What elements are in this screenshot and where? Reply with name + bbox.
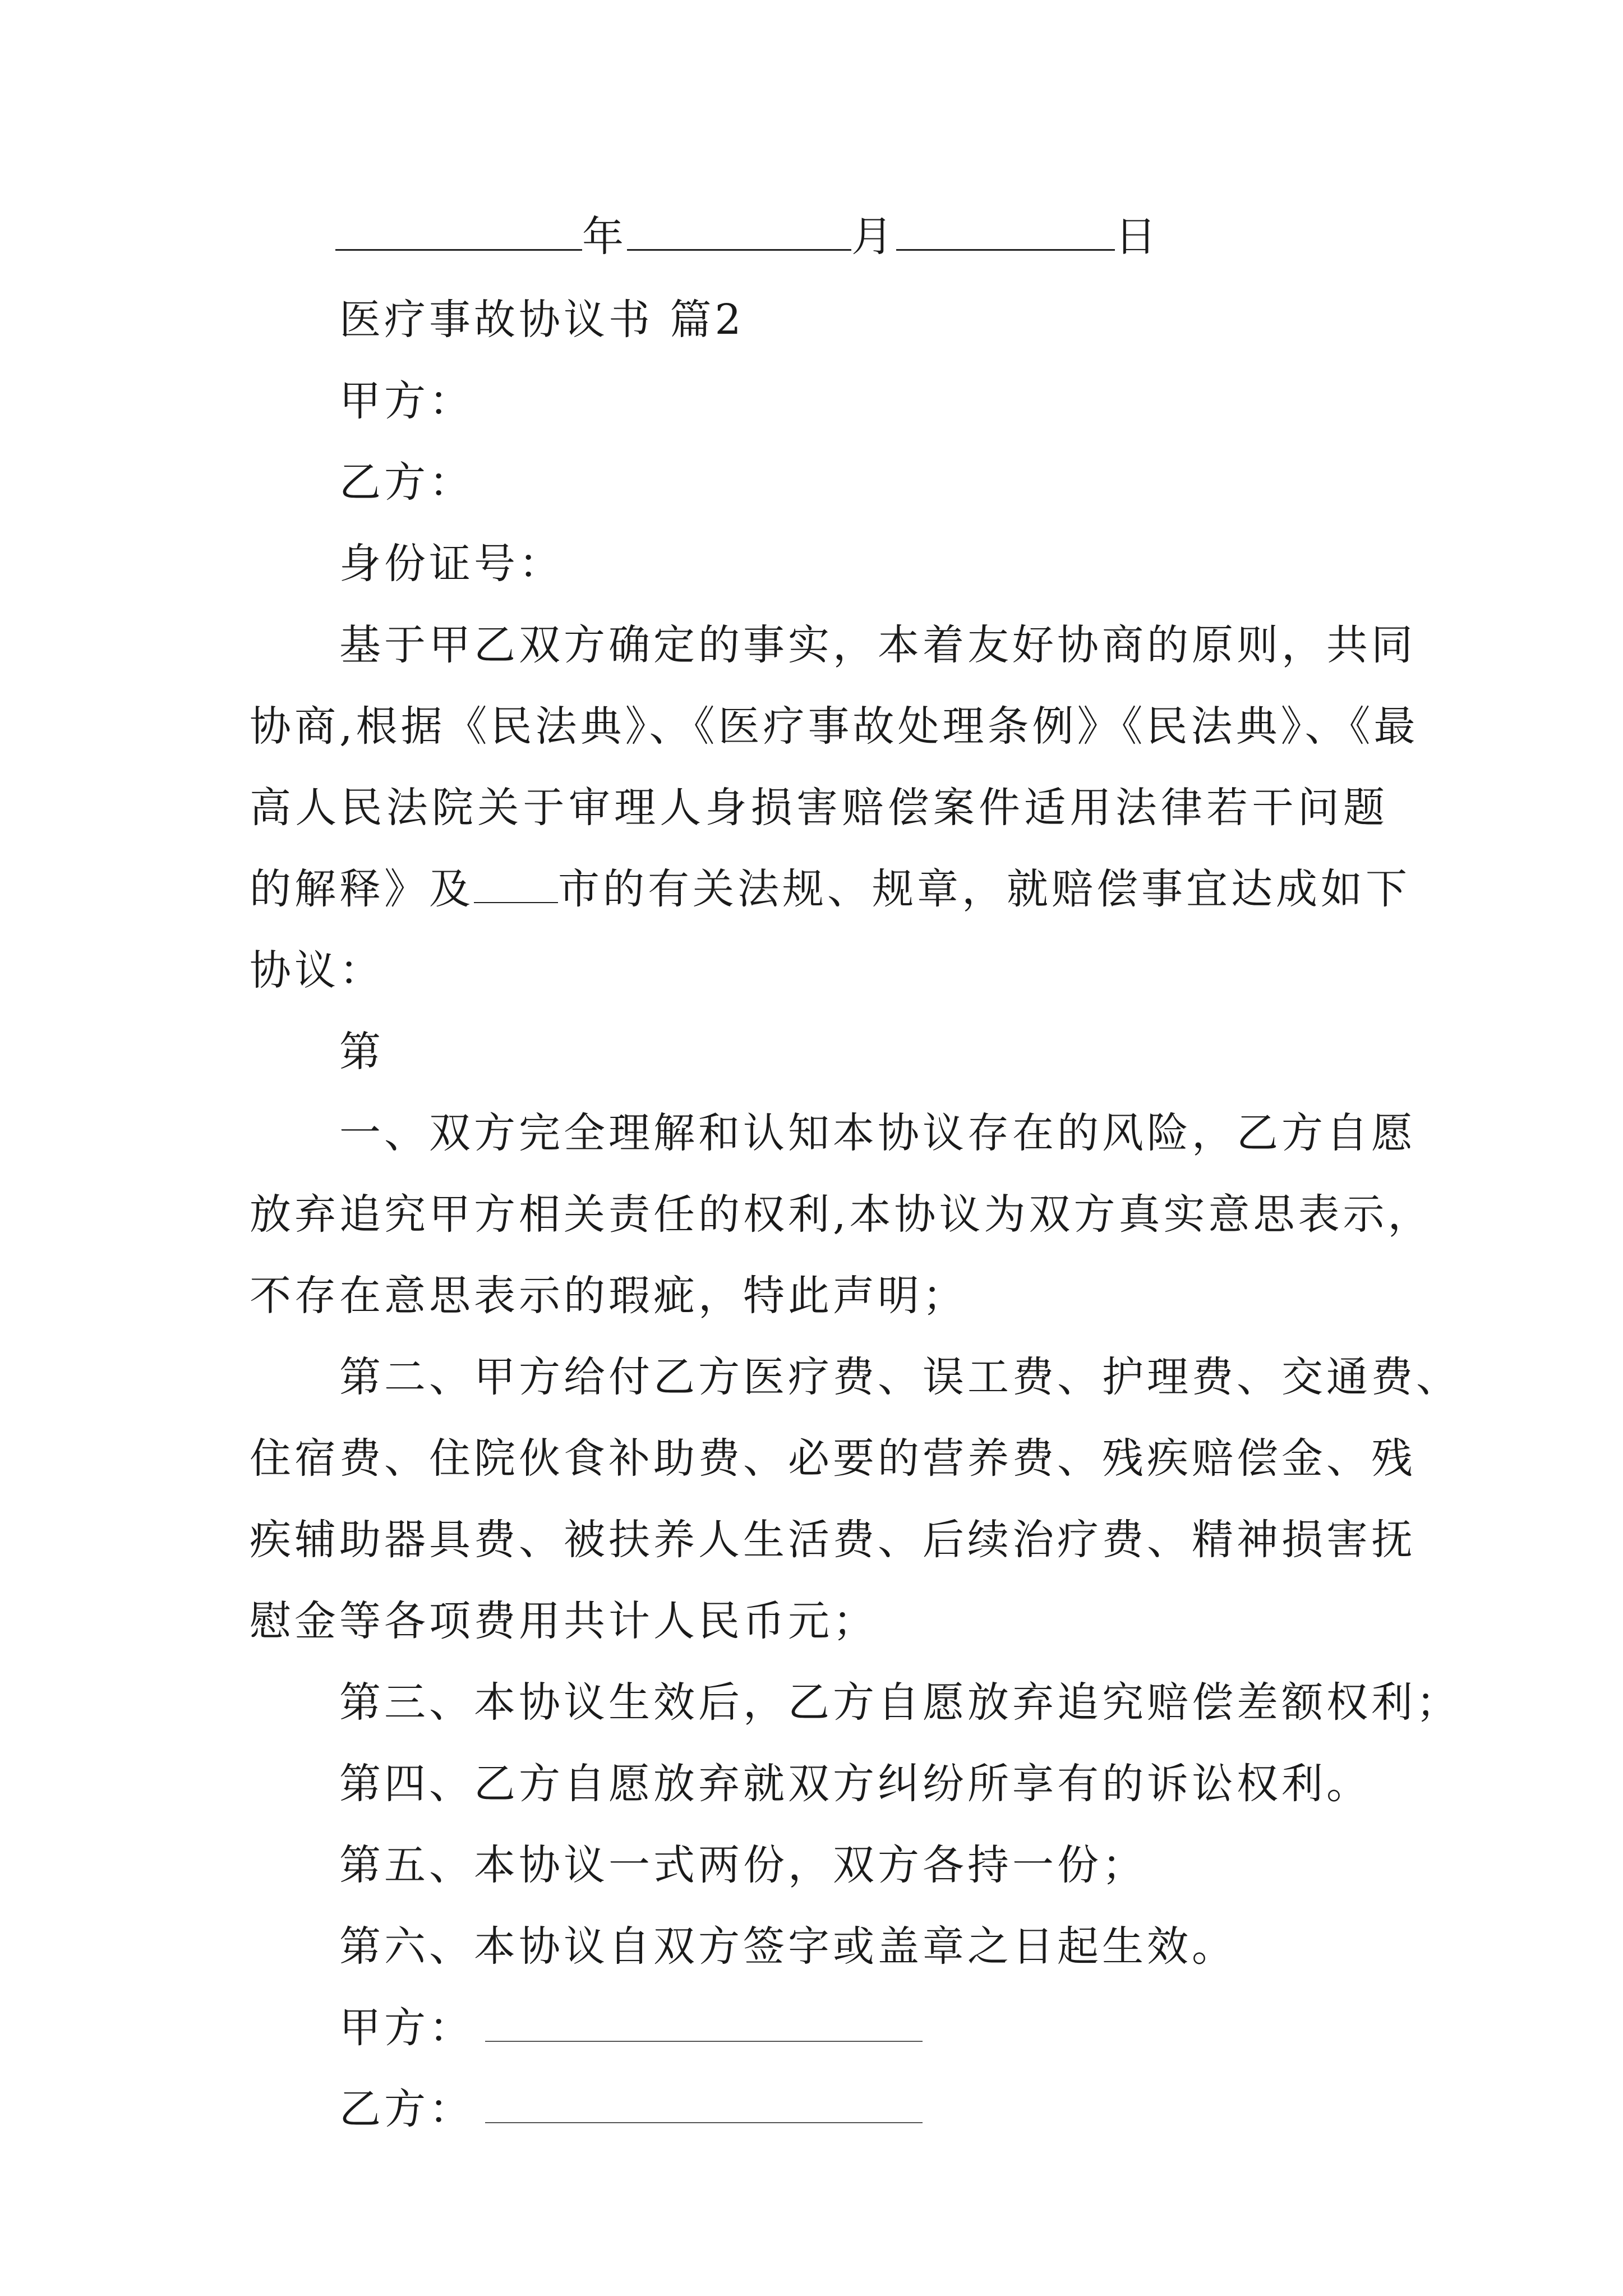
clause-6: 第六、本协议自双方签字或盖章之日起生效。 bbox=[339, 1922, 1237, 1971]
year-label: 年 bbox=[582, 213, 627, 261]
day-blank bbox=[896, 210, 1115, 251]
party-b-line: 乙方： bbox=[339, 458, 474, 507]
clause-5: 第五、本协议一式两份，双方各持一份； bbox=[339, 1841, 1147, 1889]
year-blank bbox=[335, 210, 582, 251]
preamble-line-4-end: 市的有关法规、规章，就赔偿事宜达成如下 bbox=[558, 865, 1410, 913]
clause-2-line-4: 慰金等各项费用共计人民币元； bbox=[250, 1597, 878, 1645]
month-blank bbox=[627, 210, 851, 251]
clause-3: 第三、本协议生效后，乙方自愿放弃追究赔偿差额权利； bbox=[339, 1678, 1461, 1727]
clause-1-line-3: 不存在意思表示的瑕疵，特此声明； bbox=[250, 1272, 967, 1320]
signature-party-b-label: 乙方： bbox=[339, 2085, 474, 2133]
signature-party-a bbox=[339, 2000, 923, 2056]
signature-party-a-label: 甲方： bbox=[339, 2004, 474, 2052]
signature-party-b-blank bbox=[485, 2083, 923, 2123]
preamble-line-2: 协商,根据《民法典》、《医疗事故处理条例》《民法典》、《最 bbox=[250, 702, 1419, 751]
clause-1-line-1: 一、双方完全理解和认知本协议存在的风险，乙方自愿 bbox=[339, 1109, 1416, 1157]
preamble-line-1: 基于甲乙双方确定的事实，本着友好协商的原则，共同 bbox=[339, 621, 1416, 669]
clause-prefix: 第 bbox=[339, 1028, 384, 1076]
clause-2-line-3: 疾辅助器具费、被扶养人生活费、后续治疗费、精神损害抚 bbox=[250, 1516, 1416, 1564]
clause-2-line-2: 住宿费、住院伙食补助费、必要的营养费、残疾赔偿金、残 bbox=[250, 1434, 1416, 1483]
clause-1-line-2: 放弃追究甲方相关责任的权利,本协议为双方真实意思表示， bbox=[250, 1190, 1433, 1239]
signature-party-a-blank bbox=[485, 2001, 923, 2042]
document-title: 医疗事故协议书 篇2 bbox=[339, 296, 745, 344]
preamble-line-3: 高人民法院关于审理人身损害赔偿案件适用法律若干问题 bbox=[250, 784, 1388, 832]
signature-party-b bbox=[339, 2081, 923, 2137]
city-blank bbox=[474, 863, 558, 903]
month-label: 月 bbox=[851, 213, 896, 261]
party-a-line: 甲方： bbox=[339, 377, 474, 425]
date-line bbox=[335, 209, 1160, 265]
clause-4: 第四、乙方自愿放弃就双方纠纷所享有的诉讼权利。 bbox=[339, 1760, 1371, 1808]
id-number-line: 身份证号： bbox=[339, 540, 564, 588]
clause-2-line-1: 第二、甲方给付乙方医疗费、误工费、护理费、交通费、 bbox=[339, 1353, 1461, 1401]
day-label: 日 bbox=[1115, 213, 1160, 261]
preamble-line-4-start: 的解释》及 bbox=[250, 865, 474, 913]
preamble-line-4 bbox=[250, 861, 1410, 917]
preamble-line-5: 协议： bbox=[250, 946, 384, 995]
